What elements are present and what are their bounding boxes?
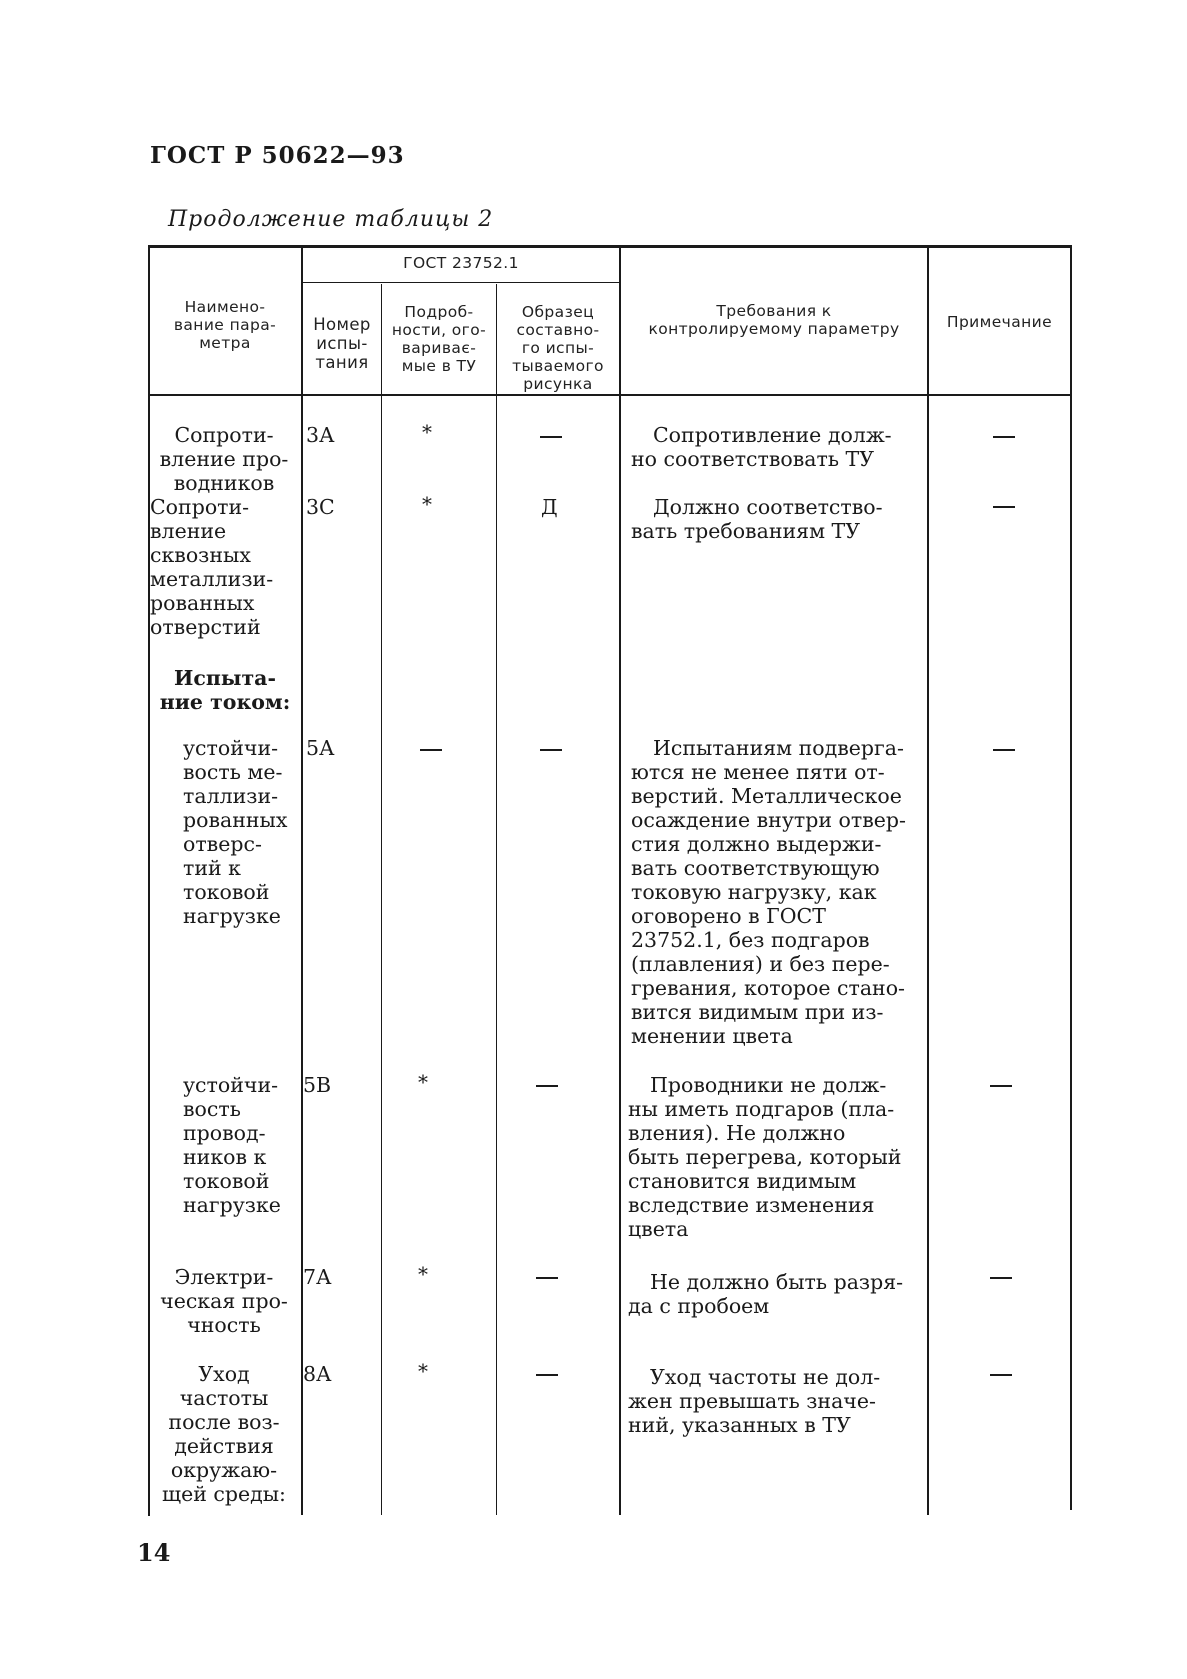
table-caption: Продолжение таблицы 2 (168, 207, 494, 232)
table-top-border (148, 245, 1072, 248)
col-header-parameter: Наимено- вание пара- метра (173, 298, 277, 352)
asterisk-mark: * (418, 1070, 428, 1094)
dash-mark (993, 436, 1015, 438)
table-row-test-number: 7А (303, 1265, 332, 1289)
dash-mark (540, 436, 562, 438)
table-row-param: Сопроти- вление про- водников (159, 423, 289, 495)
dash-mark (993, 506, 1015, 508)
dash-mark (993, 749, 1015, 751)
col-divider-2 (381, 284, 382, 1515)
col-header-requirements: Требования к контролируемому параметру (648, 302, 900, 338)
table-row-sample: Д (541, 495, 558, 519)
asterisk-mark: * (422, 492, 432, 516)
table-row-param: Электри- ческая про- чность (160, 1265, 288, 1337)
col-header-group: ГОСТ 23752.1 (403, 254, 519, 272)
table-row-requirement: Должно соответство- вать требованиям ТУ (631, 495, 883, 543)
asterisk-mark: * (418, 1359, 428, 1383)
dash-mark (420, 749, 442, 751)
table-row-param: устойчи- вость провод- ников к токовой нагрузке (183, 1073, 281, 1217)
dash-mark (540, 749, 562, 751)
col-header-note: Примечание (946, 313, 1053, 331)
table-row-test-number: 3С (306, 495, 335, 519)
asterisk-mark: * (422, 420, 432, 444)
table-row-test-number: 3А (306, 423, 335, 447)
table-row-test-number: 8А (303, 1362, 332, 1386)
table-row-requirement: Уход частоты не дол- жен превышать значе- ний, указанных в ТУ (628, 1365, 881, 1437)
dash-mark (536, 1374, 558, 1376)
header-bottom-border (148, 394, 1072, 396)
section-heading-current-test: Испыта- ние током: (159, 666, 291, 714)
table-row-test-number: 5А (306, 736, 335, 760)
standard-code: ГОСТ Р 50622—93 (150, 142, 405, 169)
table-row-param: устойчи- вость ме- таллизи- рованных отверс- тий к токовой нагрузке (183, 736, 288, 928)
col-divider-5 (927, 245, 929, 1515)
dash-mark (990, 1085, 1012, 1087)
col-divider-4 (619, 245, 621, 1515)
dash-mark (990, 1374, 1012, 1376)
dash-mark (536, 1277, 558, 1279)
dash-mark (536, 1085, 558, 1087)
col-header-test-number: Номер испы- тания (313, 315, 371, 372)
table-row-requirement: Сопротивление долж- но соответствовать ТУ (631, 423, 892, 471)
table-row-requirement: Испытаниям подверга- ются не менее пяти от- верстий. Металлическое осаждение внутри отвер- стия должно выдержи- вать соответствующую токовую нагрузку, как оговорено в ГОСТ 23752.1, без подгаров (плавления) и без пере- гревания, которое стано- вится видимым при из- менении цвета (631, 736, 906, 1048)
table-row-test-number: 5В (303, 1073, 332, 1097)
asterisk-mark: * (418, 1262, 428, 1286)
group-header-underline (301, 282, 621, 283)
page-number: 14 (137, 1538, 171, 1567)
col-header-details: Подроб- ности, ого- вариває- мые в ТУ (391, 303, 487, 375)
table-row-param: Сопроти- вление сквозных металлизи- рованных отверстий (150, 495, 274, 639)
col-divider-3 (496, 284, 497, 1515)
table-row-requirement: Не должно быть разря- да с пробоем (628, 1270, 904, 1318)
col-header-sample: Образец составно- го испы- тываемого рисунка (512, 303, 604, 393)
table-right-border (1070, 245, 1072, 1510)
table-row-requirement: Проводники не долж- ны иметь подгаров (пла- вления). Не должно быть перегрева, который становится видимым вследствие изменения цвета (628, 1073, 902, 1241)
table-row-param: Уход частоты после воз- действия окружаю- щей среды: (162, 1362, 286, 1506)
dash-mark (990, 1277, 1012, 1279)
